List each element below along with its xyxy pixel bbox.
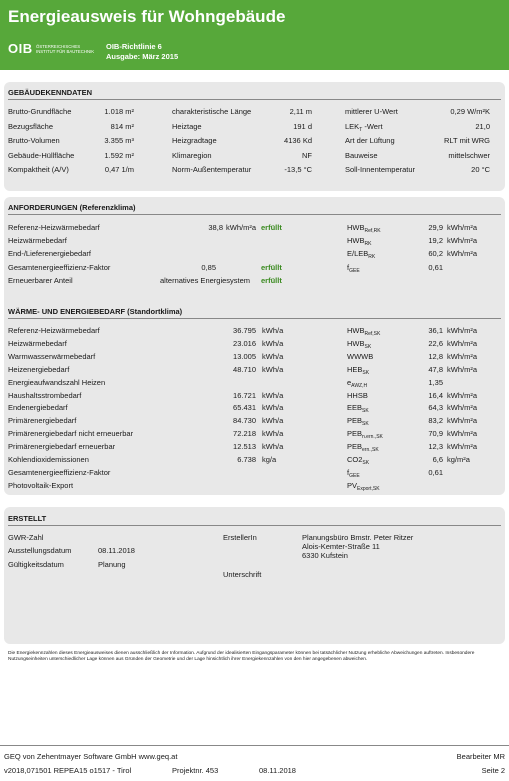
demand-unit: kWh/a bbox=[262, 390, 284, 400]
demand-unit: kWh/a bbox=[262, 416, 284, 426]
guideline-name: OIB-Richtlinie 6 bbox=[106, 42, 162, 51]
divider bbox=[8, 99, 501, 100]
demand-label: Energieaufwandszahl Heizen bbox=[8, 377, 106, 387]
oib-logo-text: OIB bbox=[8, 41, 33, 56]
demand-unit: kWh/a bbox=[262, 364, 284, 374]
building-label: Brutto-Grundfläche bbox=[8, 107, 72, 116]
created-panel bbox=[4, 507, 505, 644]
requirements-panel bbox=[4, 197, 505, 495]
section-title-created: ERSTELLT bbox=[8, 514, 47, 523]
building-value: 2,11 m bbox=[289, 107, 312, 116]
demand-ref-value: 1,35 bbox=[428, 377, 443, 387]
requirement-symbol: $HWB_{RK}$ bbox=[347, 236, 372, 248]
demand-unit: kWh/a bbox=[262, 442, 284, 452]
building-value: NF bbox=[302, 150, 312, 160]
signature-label: Unterschrift bbox=[223, 570, 262, 579]
demand-ref-unit: kWh/m²a bbox=[447, 403, 477, 413]
building-label: $LEK_T$ -Wert bbox=[345, 121, 383, 133]
demand-symbol: $f_{GEE}$ bbox=[347, 467, 360, 479]
demand-label: Kohlendioxidemissionen bbox=[8, 455, 89, 464]
demand-ref-value: 12,8 bbox=[428, 351, 443, 361]
building-label: Heiztage bbox=[172, 121, 202, 131]
demand-value: 84.730 bbox=[233, 416, 256, 426]
demand-symbol: $PV_{Export,SK}$ bbox=[347, 480, 380, 492]
requirement-label: Erneuerbarer Anteil bbox=[8, 275, 73, 285]
building-value: -13,5 °C bbox=[284, 165, 312, 175]
building-label: Klimaregion bbox=[172, 150, 212, 160]
requirement-symbol: $HWB_{Ref,RK}$ bbox=[347, 223, 381, 234]
demand-label: Heizwärmebedarf bbox=[8, 338, 67, 348]
demand-label: Primärenergiebedarf bbox=[8, 416, 77, 426]
building-label: Brutto-Volumen bbox=[8, 136, 60, 146]
footer-date: 08.11.2018 bbox=[259, 766, 296, 775]
requirement-label: Gesamtenergieeffizienz-Faktor bbox=[8, 262, 111, 272]
demand-label: Warmwasserwärmebedarf bbox=[8, 351, 96, 361]
demand-label: Haushaltsstrombedarf bbox=[8, 390, 82, 400]
demand-ref-value: 70,9 bbox=[428, 429, 443, 439]
requirement-value: 0,85 bbox=[201, 262, 216, 272]
building-label: Norm-Außentemperatur bbox=[172, 165, 252, 175]
section-title-requirements: ANFORDERUNGEN (Referenzklima) bbox=[8, 203, 136, 212]
building-label: Heizgradtage bbox=[172, 136, 217, 146]
validity-label: Gültigkeitsdatum bbox=[8, 560, 64, 569]
divider bbox=[8, 318, 501, 319]
requirement-ref-value: 60,2 bbox=[428, 249, 443, 259]
demand-ref-unit: kWh/m²a bbox=[447, 326, 477, 335]
requirement-status: erfüllt bbox=[261, 275, 282, 285]
creator-line-3: 6330 Kufstein bbox=[302, 551, 348, 560]
demand-unit: kWh/a bbox=[262, 326, 284, 335]
footer-page: Seite 2 bbox=[481, 766, 505, 775]
demand-symbol: $CO2_{SK}$ bbox=[347, 455, 370, 466]
demand-value: 36.795 bbox=[233, 326, 256, 335]
demand-symbol: $PEB_{n.ern.,SK}$ bbox=[347, 429, 383, 441]
requirement-symbol: $E/LEB_{RK}$ bbox=[347, 249, 376, 261]
building-value: 4136 Kd bbox=[284, 136, 312, 146]
validity-value: Planung bbox=[98, 560, 126, 569]
requirement-status: erfüllt bbox=[261, 223, 282, 232]
building-label: Gebäude-Hüllfläche bbox=[8, 150, 75, 160]
requirement-ref-value: 0,61 bbox=[428, 262, 443, 272]
demand-ref-value: 16,4 bbox=[428, 390, 443, 400]
building-value: 191 d bbox=[293, 121, 312, 131]
issue-date-label: Ausstellungsdatum bbox=[8, 546, 72, 555]
demand-label: Gesamtenergieeffizienz-Faktor bbox=[8, 467, 111, 477]
demand-ref-value: 83,2 bbox=[428, 416, 443, 426]
footer-software: GEQ von Zehentmayer Software GmbH www.geq.at bbox=[4, 752, 178, 761]
demand-symbol: HHSB bbox=[347, 390, 368, 400]
building-label: mittlerer U-Wert bbox=[345, 107, 398, 116]
demand-symbol: $EEB_{SK}$ bbox=[347, 403, 369, 415]
building-label: Art der Lüftung bbox=[345, 136, 395, 146]
demand-symbol: WWWB bbox=[347, 351, 374, 361]
page-header bbox=[0, 0, 509, 70]
footer-version: v2018,071501 REPEA15 o1517 - Tirol bbox=[4, 766, 132, 775]
demand-value: 65.431 bbox=[233, 403, 256, 413]
building-label: Soll-Innentemperatur bbox=[345, 165, 416, 175]
disclaimer-text: Die Energiekennzahlen dieses Energieausweises dienen ausschließlich der Information. Aufgrund der idealisierten Eingangsparameter können bei tatsächlicher Nutzung erhebliche Abweichungen auftreten. Insbesondere Nutzungseinheiten unterschiedlicher Lage können aus Gründen der Geometrie und der Lage hinsichtlich ihrer Energiekennzahlen von den hier angegebenen abweichen. bbox=[8, 651, 475, 662]
creator-line-2: Alois-Kemter-Straße 11 bbox=[302, 542, 380, 551]
guideline-edition: Ausgabe: März 2015 bbox=[106, 52, 179, 61]
creator-label: ErstellerIn bbox=[223, 533, 257, 542]
demand-value: 48.710 bbox=[233, 364, 256, 374]
requirement-status: erfüllt bbox=[261, 262, 282, 272]
section-title-energy-demand: WÄRME- UND ENERGIEBEDARF (Standortklima) bbox=[8, 307, 183, 316]
demand-symbol: $e_{AWZ,H}$ bbox=[347, 377, 368, 389]
demand-symbol: $PEB_{ern.,SK}$ bbox=[347, 442, 379, 454]
building-value: 1.592 m² bbox=[104, 150, 134, 160]
demand-ref-value: 47,8 bbox=[428, 364, 443, 374]
building-value: 0,29 W/m²K bbox=[450, 107, 490, 116]
building-label: Bauweise bbox=[345, 150, 378, 160]
demand-ref-unit: kWh/m²a bbox=[447, 351, 477, 361]
requirement-value: alternatives Energiesystem bbox=[160, 275, 251, 285]
oib-logo-subtitle: ÖSTERREICHISCHES INSTITUT FÜR BAUTECHNIK bbox=[36, 44, 95, 55]
requirement-value: 38,8 bbox=[208, 223, 223, 232]
demand-unit: kWh/a bbox=[262, 403, 284, 413]
demand-unit: kWh/a bbox=[262, 351, 284, 361]
demand-unit: kg/a bbox=[262, 455, 277, 464]
section-title-building-data: GEBÄUDEKENNDATEN bbox=[8, 88, 93, 97]
requirement-unit: kWh/m²a bbox=[226, 223, 256, 232]
requirement-ref-unit: kWh/m²a bbox=[447, 249, 477, 259]
demand-unit: kWh/a bbox=[262, 338, 284, 348]
demand-label: Photovoltaik-Export bbox=[8, 480, 74, 490]
building-data-panel bbox=[4, 82, 505, 191]
demand-ref-unit: kg/m²a bbox=[447, 455, 470, 464]
requirement-ref-unit: kWh/m²a bbox=[447, 223, 477, 232]
demand-ref-value: 6,6 bbox=[432, 455, 443, 464]
building-value: mittelschwer bbox=[448, 150, 490, 160]
demand-ref-value: 22,6 bbox=[428, 338, 443, 348]
demand-symbol: $HWB_{SK}$ bbox=[347, 338, 372, 350]
demand-ref-unit: kWh/m²a bbox=[447, 442, 477, 452]
demand-ref-unit: kWh/m²a bbox=[447, 416, 477, 426]
footer-project: Projektnr. 453 bbox=[172, 766, 219, 775]
demand-value: 72.218 bbox=[233, 429, 256, 439]
divider bbox=[8, 214, 501, 215]
building-label: Kompaktheit (A/V) bbox=[8, 165, 69, 175]
building-label: Bezugsfläche bbox=[8, 121, 54, 131]
footer-editor: Bearbeiter MR bbox=[456, 752, 505, 761]
demand-symbol: $HEB_{SK}$ bbox=[347, 364, 370, 376]
issue-date-value: 08.11.2018 bbox=[98, 546, 135, 555]
gwr-label: GWR-Zahl bbox=[8, 533, 44, 542]
requirement-ref-unit: kWh/m²a bbox=[447, 236, 477, 246]
demand-ref-value: 0,61 bbox=[428, 467, 443, 477]
requirement-symbol: $f_{GEE}$ bbox=[347, 262, 360, 274]
demand-ref-value: 36,1 bbox=[428, 326, 443, 335]
footer-divider bbox=[0, 745, 509, 746]
requirement-label: Heizwärmebedarf bbox=[8, 236, 67, 246]
requirement-ref-value: 19,2 bbox=[428, 236, 443, 246]
demand-value: 12.513 bbox=[233, 442, 256, 452]
demand-ref-value: 12,3 bbox=[428, 442, 443, 452]
requirement-label: Referenz-Heizwärmebedarf bbox=[8, 223, 100, 232]
page-title: Energieausweis für Wohngebäude bbox=[8, 7, 286, 26]
demand-label: Heizenergiebedarf bbox=[8, 364, 70, 374]
demand-value: 13.005 bbox=[233, 351, 256, 361]
building-value: 3.355 m³ bbox=[104, 136, 134, 146]
demand-label: Endenergiebedarf bbox=[8, 403, 68, 413]
oib-logo bbox=[8, 41, 98, 59]
requirement-ref-value: 29,9 bbox=[428, 223, 443, 232]
building-value: 1.018 m² bbox=[104, 107, 134, 116]
demand-label: Primärenergiebedarf nicht erneuerbar bbox=[8, 429, 134, 439]
building-value: 20 °C bbox=[471, 165, 490, 175]
building-label: charakteristische Länge bbox=[172, 107, 252, 116]
demand-symbol: $HWB_{Ref,SK}$ bbox=[347, 326, 381, 337]
building-value: RLT mit WRG bbox=[444, 136, 490, 146]
guideline-info bbox=[106, 42, 178, 62]
demand-label: Primärenergiebedarf erneuerbar bbox=[8, 442, 116, 452]
demand-ref-unit: kWh/m²a bbox=[447, 338, 477, 348]
building-value: 814 m² bbox=[110, 121, 134, 131]
building-value: 21,0 bbox=[475, 121, 490, 131]
demand-symbol: $PEB_{SK}$ bbox=[347, 416, 369, 428]
demand-ref-value: 64,3 bbox=[428, 403, 443, 413]
creator-line-1: Planungsbüro Bmstr. Peter Ritzer bbox=[302, 533, 414, 542]
demand-ref-unit: kWh/m²a bbox=[447, 364, 477, 374]
building-value: 0,47 1/m bbox=[104, 165, 134, 175]
demand-value: 6.738 bbox=[237, 455, 256, 464]
demand-label: Referenz-Heizwärmebedarf bbox=[8, 326, 100, 335]
demand-unit: kWh/a bbox=[262, 429, 284, 439]
demand-ref-unit: kWh/m²a bbox=[447, 390, 477, 400]
demand-value: 23.016 bbox=[233, 338, 256, 348]
demand-ref-unit: kWh/m²a bbox=[447, 429, 477, 439]
divider bbox=[8, 525, 501, 526]
demand-value: 16.721 bbox=[233, 390, 256, 400]
requirement-label: End-/Lieferenergiebedarf bbox=[8, 249, 91, 259]
